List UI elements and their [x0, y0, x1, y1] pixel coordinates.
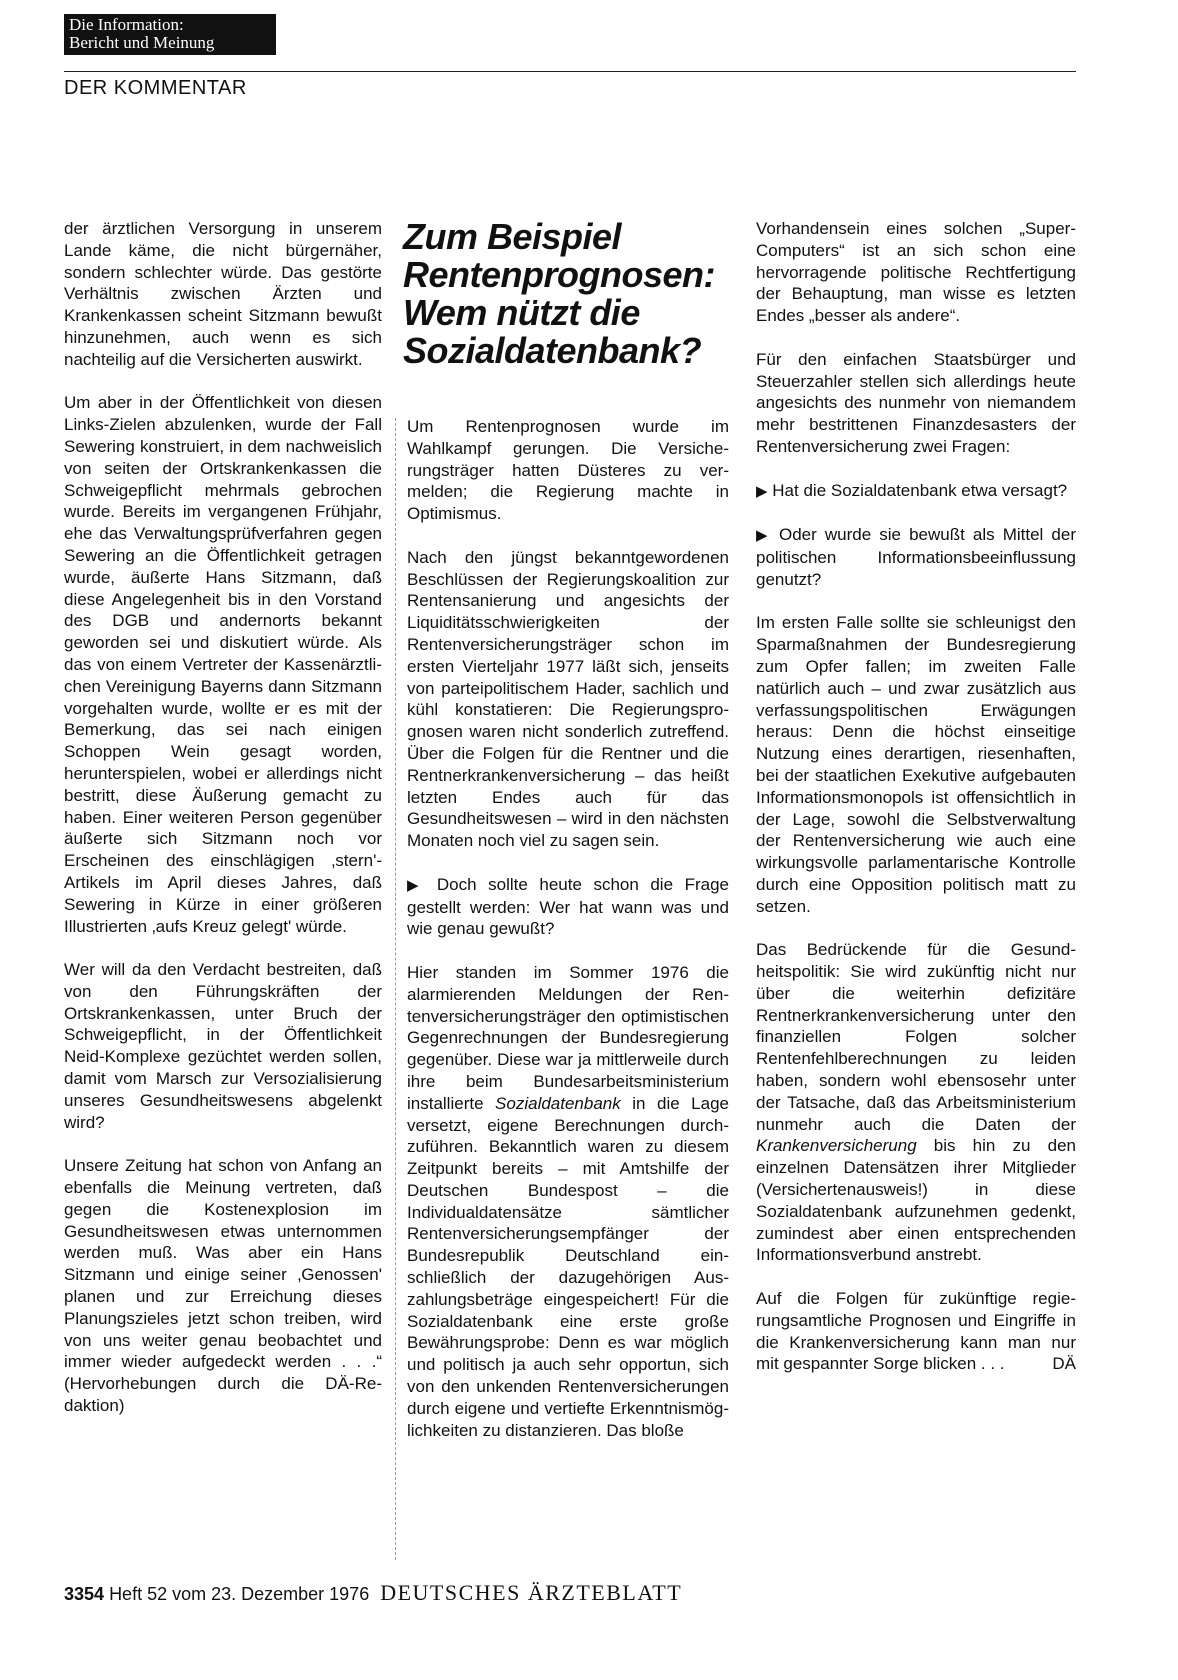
paragraph: Um Rentenprognosen wurde im Wahlkampf gerungen. Die Versicherungsträger hatten Düsteres zu vermelden; die Regierung machte in Optimismus.	[407, 417, 729, 524]
section-rubric	[64, 14, 276, 55]
paragraph: der ärztlichen Versorgung in unserem Lande käme, die nicht bürgernäher, sondern schlechter würde. Das gestörte Verhältnis zwischen Ärzten und Krankenkassen scheint Sitzmann bewußt hinzunehmen, auch wenn es sich nachteilig auf die Versicherten auswirkt.	[64, 219, 382, 369]
headline-line: Rentenprognosen:	[403, 254, 715, 295]
paragraph	[756, 1288, 1076, 1375]
paragraph	[407, 962, 729, 1442]
paragraph-text: Hat die Sozialdatenbank etwa versagt?	[772, 480, 1068, 500]
paragraph-text: bis hin zu den einzelnen Datensätzen ihrer Mitglieder (Versichertenausweis!) in diese Sozialdatenbank aufzunehmen gedenkt, zumindest aber einen entsprechenden Informationsverbund anstrebt.	[756, 1136, 1076, 1265]
paragraph: Um aber in der Öffentlichkeit von diesen Links-Zielen abzulenken, wurde der Fall Sewering konstruiert, in dem nachweislich von seiten der Ortskrankenkassen die Schweigepflicht mehrmals gebrochen wurde. Bereits im vergangenen Frühjahr, ehe das Verwaltungsprüfverfahren gegen Sewering an die Öffentlichkeit getragen wurde, äußerte Hans Sitzmann, daß diese Angelegenheit bis in den Vorstand des DGB und andernorts bekannt geworden sei und diskutiert würde. Als das von einem Vertreter der Kassenärztlichen Vereinigung Bayerns dann Sitzmann vorgehalten wurde, wollte er es mit der Bemerkung, das sei nach einigen Schoppen Wein gesagt worden, herunterspielen, wobei er allerdings nicht bestritt, diese Äußerung gemacht zu haben. Einer weiteren Person gegenüber äußerte sich Sitzmann noch vor Erscheinen des einschlägigen ‚stern'-Artikels im April dieses Jahres, daß Sewering in Kürze in einer größeren Illustrierten ‚aufs Kreuz gelegt' würde.	[64, 393, 382, 936]
arrow-bullet-icon: ▶	[756, 527, 771, 545]
header-rule	[64, 71, 1076, 72]
paragraph	[756, 524, 1076, 590]
issue-info: Heft 52 vom 23. Dezember 1976	[109, 1584, 370, 1604]
emphasis-text: Sozialdatenbank	[495, 1093, 621, 1113]
paragraph-text: Das Bedrückende für die Gesundheitspolitik: Sie wird zukünftig nicht nur über die weiterhin defizitäre Rentnerkrankenversicherung unter den finanziellen Folgen solcher Rentenfehlberechnungen zu leiden haben, sondern wohl ebensosehr unter der Tatsache, daß das Arbeitsministerium nunmehr auch die Daten der	[756, 940, 1076, 1134]
column-divider	[395, 418, 396, 1560]
paragraph-text: in die Lage versetzt, eigene Berechnungen durchzuführen. Bekanntlich waren zu diesem Zeitpunkt bereits – mit Amtshilfe der Deutschen Bundespost – die Individualdatensätze sämtlicher Rentenversicherungsempfänger der Bundesrepublik Deutschland einschließlich der dazugehörigen Auszahlungsbeträge eingespeichert! Für die Sozialdatenbank eine erste große Bewährungsprobe: Denn es war möglich und politisch ja auch sehr opportun, sich von den unkenden Rentenversicherungen durch eigene und vertiefte Erkenntnismöglichkeiten zu distanzieren. Das bloße	[407, 1093, 730, 1440]
emphasis-text: Krankenversicherung	[756, 1136, 917, 1156]
article-headline	[403, 218, 739, 370]
column-1	[64, 218, 382, 1439]
paragraph-text: Auf die Folgen für zukünftige regierungsamtliche Prognosen und Eingriffe in die Krankenversicherung kann man nur mit gespannter Sorge blicken . . .	[756, 1289, 1076, 1374]
headline-line: Zum Beispiel	[403, 216, 622, 257]
paragraph: Nach den jüngst bekanntgewordenen Beschlüssen der Regierungskoalition zur Rentensanierung und angesichts der Liquiditätsschwierigkeiten der Rentenversicherungsträger schon im ersten Vierteljahr 1977 läßt sich, jenseits von parteipolitischem Hader, sachlich und kühl konstatieren: Die Regierungsprognosen waren nicht sonderlich zutreffend. Über die Folgen für die Rentner und die Rentnerkrankenversicherung – das heißt letzten Endes auch für das Gesundheitswesen – wird in den nächsten Monaten noch viel zu sagen sein.	[407, 547, 729, 851]
column-3	[756, 218, 1076, 1397]
column-2	[407, 416, 729, 1463]
paragraph-text: Hier standen im Sommer 1976 die alarmierenden Meldungen der Rentenversicherungsträger den optimistischen Gegenrechnungen der Bundesregierung gegenüber. Diese war ja mittlerweile durch ihre beim Bundesarbeitsministerium installierte	[407, 962, 729, 1113]
arrow-bullet-icon: ▶	[756, 482, 768, 500]
page-footer	[64, 1580, 682, 1606]
section-label: DER KOMMENTAR	[64, 77, 247, 99]
rubric-line-1: Die Information:	[69, 15, 184, 34]
paragraph-text: Doch sollte heute schon die Frage gestellt werden: Wer hat wann was und wie genau gewußt?	[407, 874, 729, 939]
rubric-line-2: Bericht und Meinung	[69, 33, 215, 52]
paragraph: Unsere Zeitung hat schon von Anfang an ebenfalls die Meinung vertreten, daß gegen die Kostenexplosion im Gesundheitswesen etwas unternommen werden muß. Was aber ein Hans Sitzmann und einige seiner ‚Genossen' planen und zur Erreichung dieses Planungszieles jetzt schon treiben, wird von uns weiter genau beobachtet und immer wieder aufgedeckt werden . . .“ (Hervorhebungen durch die DÄ-Redaktion)	[64, 1156, 382, 1416]
paragraph	[756, 480, 1076, 503]
paragraph-text: Oder wurde sie bewußt als Mittel der politischen Informationsbeeinflussung genutzt?	[756, 525, 1076, 589]
headline-line: Sozialdatenbank?	[403, 330, 702, 371]
paragraph	[756, 939, 1076, 1266]
paragraph: Vorhandensein eines solchen „Super-Computers“ ist an sich schon eine hervorragende politische Rechtfertigung der Behauptung, man wisse es letzten Endes „besser als andere“.	[756, 219, 1076, 326]
headline-line: Wem nützt die	[403, 292, 640, 333]
author-signature: DÄ	[1052, 1354, 1076, 1374]
paragraph: Wer will da den Verdacht bestreiten, daß von den Führungskräften der Ortskrankenkassen, unter Bruch der Schweigepflicht, in der Öffentlichkeit Neid-Komplexe gezüchtet werden sollen, damit vom Marsch zur Versozialisierung unseres Gesundheitswesens abgelenkt wird?	[64, 960, 382, 1132]
journal-name: DEUTSCHES ÄRZTEBLATT	[380, 1580, 683, 1605]
paragraph: Im ersten Falle sollte sie schleunigst den Sparmaßnahmen der Bundesregierung zum Opfer fallen; im zweiten Falle natürlich auch – und zwar zusätzlich aus verfassungspolitischen Erwägungen heraus: Denn die höchst einseitige Nutzung eines derartigen, riesenhaften, bei der staatlichen Exekutive aufgebauten Informationsmonopols ist offensichtlich in der Lage, sowohl die Selbstverwaltung der Rentenversicherung wie auch eine wirkungsvolle parlamentarische Kontrolle durch eine Opposition politisch matt zu setzen.	[756, 613, 1076, 916]
paragraph	[407, 874, 729, 940]
paragraph: Für den einfachen Staatsbürger und Steuerzahler stellen sich allerdings heute angesichts des nunmehr von niemandem mehr bestrittenen Finanzdesasters der Rentenversicherung zwei Fragen:	[756, 349, 1076, 456]
page-number: 3354	[64, 1584, 105, 1604]
arrow-bullet-icon: ▶	[407, 876, 426, 894]
